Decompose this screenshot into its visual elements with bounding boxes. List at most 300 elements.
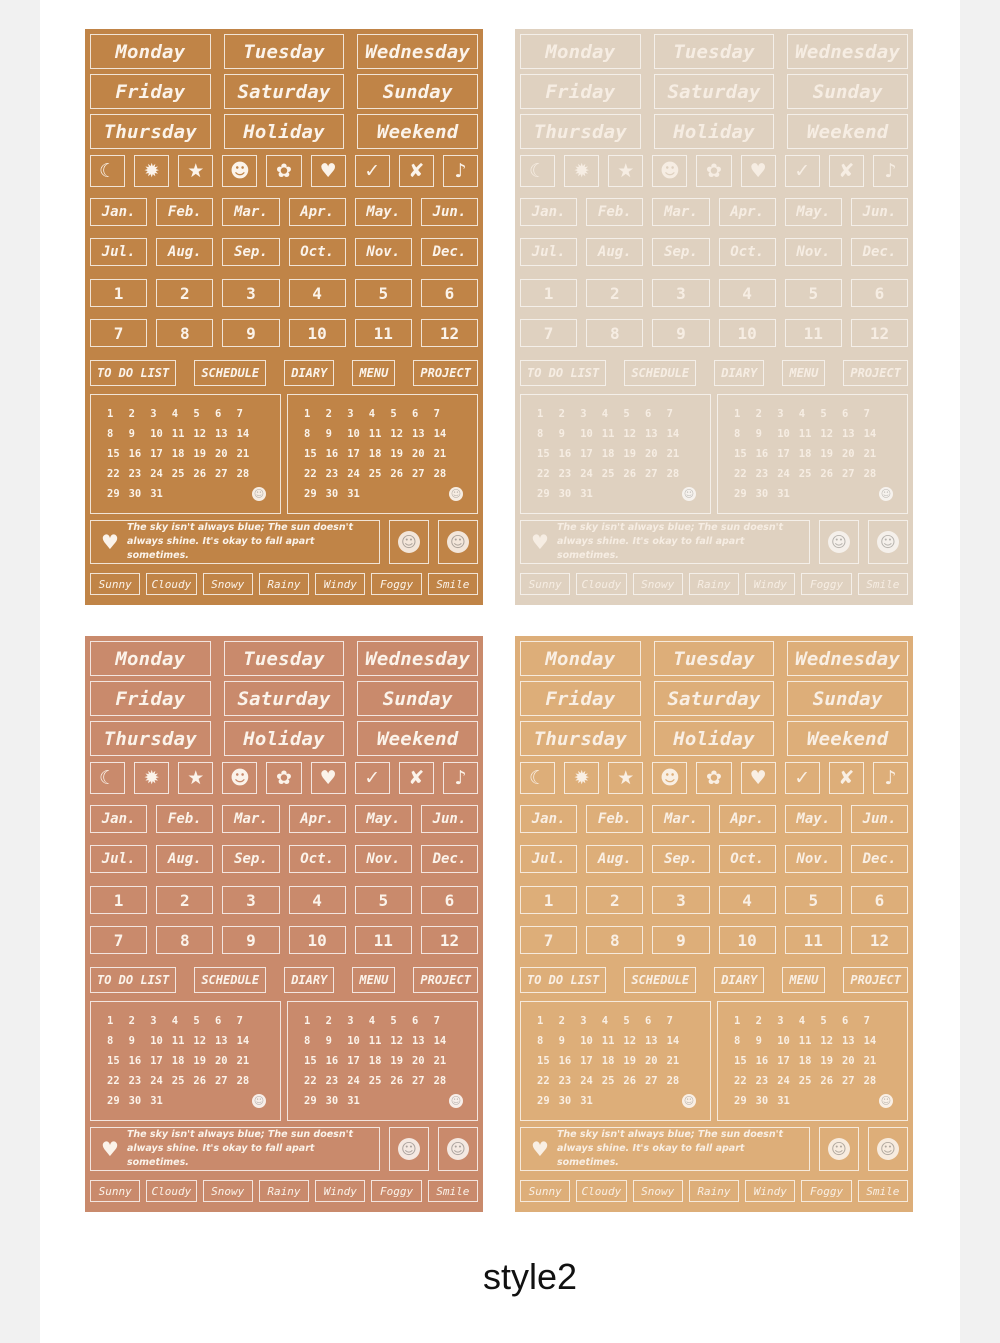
sticker-sheet-4 <box>515 636 913 1212</box>
day-sticker: Monday <box>520 641 641 676</box>
calendar-day: 4 <box>601 1015 609 1027</box>
day-sticker: Wednesday <box>787 641 908 676</box>
calendar-day: 26 <box>820 1075 834 1087</box>
label-sticker: PROJECT <box>413 967 478 993</box>
calendar-day: 3 <box>150 1015 157 1027</box>
day-sticker: Friday <box>90 74 211 109</box>
music-note-icon: ♪ <box>873 155 908 187</box>
flower-icon: ✿ <box>266 155 301 187</box>
calendar-day: 22 <box>734 468 747 480</box>
weather-sticker: Snowy <box>203 1180 253 1202</box>
number-sticker: 2 <box>156 279 213 307</box>
calendar-day: 17 <box>580 448 593 460</box>
calendar-day: 18 <box>171 1055 185 1067</box>
calendar-sticker <box>520 1001 711 1121</box>
calendar-grid <box>734 1014 885 1108</box>
calendar-day: 28 <box>863 1075 877 1087</box>
calendar-day: 30 <box>128 488 142 500</box>
weather-sticker: Cloudy <box>576 1180 626 1202</box>
calendar-day: 21 <box>863 448 877 460</box>
calendar-sticker <box>520 394 711 514</box>
calendar-day: 29 <box>107 488 120 500</box>
number-row <box>90 319 478 347</box>
calendar-day: 8 <box>304 428 311 440</box>
icon-row <box>520 762 908 794</box>
day-sticker: Wednesday <box>787 34 908 69</box>
label-sticker: DIARY <box>714 967 764 993</box>
calendar-day: 13 <box>644 428 658 440</box>
calendar-day: 2 <box>128 1015 135 1027</box>
weather-sticker: Cloudy <box>576 573 626 595</box>
calendar-day: 1 <box>537 1015 544 1027</box>
weather-row <box>90 1180 478 1202</box>
calendar-day: 27 <box>411 1075 425 1087</box>
calendar-sticker <box>90 394 281 514</box>
calendar-day: 28 <box>433 1075 447 1087</box>
month-sticker: Aug. <box>586 238 643 266</box>
calendar-day: 12 <box>390 428 404 440</box>
label-sticker: PROJECT <box>843 967 908 993</box>
weather-row <box>90 573 478 595</box>
calendar-sticker <box>717 394 908 514</box>
smiley-icon: ☺ <box>447 531 469 553</box>
calendar-grid <box>107 407 258 501</box>
calendar-day: 3 <box>580 1015 587 1027</box>
day-row <box>90 74 478 109</box>
month-sticker: Feb. <box>156 198 213 226</box>
number-sticker: 4 <box>719 279 776 307</box>
day-row <box>520 681 908 716</box>
day-sticker: Sunday <box>357 74 478 109</box>
calendar-day: 6 <box>411 1015 419 1027</box>
flower-icon: ✿ <box>696 155 731 187</box>
calendar-day: 31 <box>347 1095 360 1107</box>
calendar-day: 11 <box>798 1035 812 1047</box>
number-sticker: 2 <box>156 886 213 914</box>
calendar-day: 4 <box>798 1015 806 1027</box>
calendar-day: 20 <box>411 1055 425 1067</box>
calendar-day: 17 <box>580 1055 593 1067</box>
smiley-icon: ☺ <box>828 531 850 553</box>
moon-icon: ☾ <box>90 155 125 187</box>
calendar-day: 14 <box>433 1035 447 1047</box>
calendar-day: 13 <box>644 1035 658 1047</box>
calendar-day: 28 <box>666 468 680 480</box>
calendar-day: 22 <box>734 1075 747 1087</box>
day-sticker: Friday <box>520 681 641 716</box>
smile-sticker <box>868 1127 908 1171</box>
calendar-day: 18 <box>368 448 382 460</box>
calendar-day: 25 <box>368 468 382 480</box>
sun-icon: ✹ <box>564 762 599 794</box>
calendar-day: 31 <box>150 1095 163 1107</box>
calendar-row <box>520 394 908 514</box>
number-sticker: 6 <box>851 279 908 307</box>
day-sticker: Saturday <box>224 681 345 716</box>
calendar-day: 3 <box>347 408 354 420</box>
weather-sticker: Rainy <box>689 573 739 595</box>
month-sticker: Jul. <box>90 238 147 266</box>
calendar-grid <box>734 407 885 501</box>
day-row <box>90 721 478 756</box>
number-sticker: 5 <box>355 886 412 914</box>
calendar-day: 15 <box>537 1055 550 1067</box>
weather-sticker: Snowy <box>633 573 683 595</box>
day-sticker: Weekend <box>787 721 908 756</box>
calendar-day: 19 <box>390 1055 404 1067</box>
smile-sticker <box>389 1127 429 1171</box>
calendar-day: 30 <box>128 1095 142 1107</box>
cross-icon: ✘ <box>829 762 864 794</box>
weather-sticker: Windy <box>315 1180 365 1202</box>
smiley-icon: ☺ <box>880 488 892 500</box>
heart-icon: ♥ <box>531 1137 549 1161</box>
weather-sticker: Windy <box>745 1180 795 1202</box>
number-sticker: 6 <box>851 886 908 914</box>
calendar-day: 25 <box>171 468 185 480</box>
number-sticker: 12 <box>421 319 478 347</box>
calendar-day: 6 <box>841 408 849 420</box>
number-sticker: 7 <box>90 926 147 954</box>
calendar-day: 5 <box>820 1015 827 1027</box>
calendar-day: 25 <box>368 1075 382 1087</box>
label-sticker: DIARY <box>714 360 764 386</box>
calendar-day: 14 <box>236 428 250 440</box>
weather-sticker: Windy <box>745 573 795 595</box>
calendar-day: 19 <box>623 448 637 460</box>
month-sticker: Jun. <box>421 198 478 226</box>
weather-sticker: Snowy <box>203 573 253 595</box>
smiley-icon: ☺ <box>877 531 899 553</box>
label-sticker: MENU <box>352 967 395 993</box>
day-row <box>520 721 908 756</box>
smile-sticker <box>438 520 478 564</box>
month-sticker: Feb. <box>586 805 643 833</box>
number-sticker: 7 <box>90 319 147 347</box>
calendar-day: 6 <box>214 1015 222 1027</box>
calendar-day: 21 <box>666 448 680 460</box>
smiley-icon: ☺ <box>880 1095 892 1107</box>
quote-text: The sky isn't always blue; The sun doesn't always shine. It's okay to fall apart sometimes. <box>126 1129 354 1168</box>
calendar-day: 3 <box>580 408 587 420</box>
month-sticker: Feb. <box>156 805 213 833</box>
day-sticker: Holiday <box>654 721 775 756</box>
weather-sticker: Smile <box>858 573 908 595</box>
label-row <box>90 967 478 993</box>
calendar-day: 18 <box>171 448 185 460</box>
calendar-day: 27 <box>841 1075 855 1087</box>
calendar-day: 26 <box>623 1075 637 1087</box>
day-sticker: Monday <box>90 641 211 676</box>
month-sticker: Nov. <box>785 238 842 266</box>
number-sticker: 3 <box>652 886 709 914</box>
month-sticker: Aug. <box>586 845 643 873</box>
number-sticker: 7 <box>520 926 577 954</box>
calendar-day: 29 <box>304 1095 317 1107</box>
calendar-day: 28 <box>863 468 877 480</box>
smiley-icon: ☻ <box>222 762 257 794</box>
calendar-day: 6 <box>644 408 652 420</box>
calendar-day: 12 <box>623 428 637 440</box>
number-sticker: 8 <box>586 319 643 347</box>
calendar-grid <box>107 1014 258 1108</box>
flower-icon: ✿ <box>696 762 731 794</box>
calendar-day: 20 <box>214 1055 228 1067</box>
smiley-icon: ☺ <box>398 531 420 553</box>
month-row <box>520 805 908 833</box>
sun-icon: ✹ <box>134 155 169 187</box>
number-sticker: 3 <box>222 886 279 914</box>
calendar-day: 3 <box>777 1015 784 1027</box>
calendar-day: 16 <box>128 448 142 460</box>
weather-sticker: Foggy <box>371 573 421 595</box>
calendar-day: 8 <box>107 428 114 440</box>
number-sticker: 4 <box>289 279 346 307</box>
calendar-day: 26 <box>390 468 404 480</box>
month-sticker: Oct. <box>289 238 346 266</box>
calendar-day: 24 <box>777 468 790 480</box>
calendar-day: 22 <box>107 1075 120 1087</box>
calendar-day: 16 <box>558 1055 572 1067</box>
check-icon: ✓ <box>355 762 390 794</box>
heart-icon: ♥ <box>741 155 776 187</box>
weather-sticker: Smile <box>858 1180 908 1202</box>
month-sticker: Dec. <box>421 238 478 266</box>
calendar-day: 5 <box>193 1015 200 1027</box>
number-sticker: 1 <box>90 279 147 307</box>
smiley-icon: ☺ <box>398 1138 420 1160</box>
calendar-day: 29 <box>734 1095 747 1107</box>
star-icon: ★ <box>608 762 643 794</box>
smiley-icon: ☺ <box>828 1138 850 1160</box>
quote-row <box>520 1127 908 1171</box>
smiley-icon: ☺ <box>253 1095 265 1107</box>
calendar-day: 1 <box>734 1015 741 1027</box>
number-sticker: 10 <box>719 926 776 954</box>
day-row <box>90 114 478 149</box>
label-sticker: MENU <box>352 360 395 386</box>
month-sticker: Sep. <box>652 845 709 873</box>
smile-sticker <box>819 1127 859 1171</box>
label-row <box>90 360 478 386</box>
calendar-day: 31 <box>777 488 790 500</box>
calendar-day: 15 <box>734 448 747 460</box>
quote-row <box>520 520 908 564</box>
calendar-day: 21 <box>236 448 250 460</box>
calendar-day: 21 <box>863 1055 877 1067</box>
calendar-day: 26 <box>193 1075 207 1087</box>
calendar-day: 31 <box>580 1095 593 1107</box>
weather-sticker: Foggy <box>371 1180 421 1202</box>
calendar-day: 2 <box>755 1015 762 1027</box>
weather-sticker: Snowy <box>633 1180 683 1202</box>
day-sticker: Tuesday <box>654 641 775 676</box>
number-sticker: 8 <box>156 926 213 954</box>
weather-sticker: Smile <box>428 1180 478 1202</box>
calendar-row <box>90 1001 478 1121</box>
label-sticker: MENU <box>782 967 825 993</box>
number-sticker: 9 <box>222 926 279 954</box>
calendar-day: 26 <box>390 1075 404 1087</box>
calendar-day: 20 <box>644 1055 658 1067</box>
calendar-day: 14 <box>863 428 877 440</box>
calendar-day: 9 <box>128 1035 135 1047</box>
check-icon: ✓ <box>785 155 820 187</box>
number-row <box>520 319 908 347</box>
calendar-row <box>90 394 478 514</box>
calendar-day: 24 <box>150 468 163 480</box>
month-sticker: May. <box>355 805 412 833</box>
calendar-day: 21 <box>433 1055 447 1067</box>
calendar-day: 19 <box>193 448 207 460</box>
month-sticker: Sep. <box>222 845 279 873</box>
calendar-day: 1 <box>107 408 114 420</box>
icon-row <box>90 155 478 187</box>
calendar-day: 22 <box>304 1075 317 1087</box>
calendar-day: 13 <box>841 1035 855 1047</box>
month-sticker: Mar. <box>652 198 709 226</box>
calendar-day: 16 <box>325 1055 339 1067</box>
calendar-day: 5 <box>390 408 397 420</box>
calendar-day: 1 <box>734 408 741 420</box>
quote-text: The sky isn't always blue; The sun doesn't always shine. It's okay to fall apart sometimes. <box>126 522 354 561</box>
month-sticker: Jan. <box>520 805 577 833</box>
day-sticker: Saturday <box>654 681 775 716</box>
month-row <box>90 845 478 873</box>
quote-text: The sky isn't always blue; The sun doesn't always shine. It's okay to fall apart sometimes. <box>556 522 784 561</box>
label-row <box>520 967 908 993</box>
weather-sticker: Foggy <box>801 573 851 595</box>
calendar-day: 23 <box>755 468 769 480</box>
smiley-icon: ☺ <box>253 488 265 500</box>
calendar-day: 3 <box>347 1015 354 1027</box>
day-row <box>90 641 478 676</box>
calendar-day: 5 <box>623 408 630 420</box>
calendar-day: 17 <box>777 448 790 460</box>
calendar-day: 1 <box>107 1015 114 1027</box>
smile-sticker <box>819 520 859 564</box>
calendar-day: 30 <box>558 1095 572 1107</box>
weather-row <box>520 573 908 595</box>
calendar-day: 28 <box>236 468 250 480</box>
calendar-day: 25 <box>171 1075 185 1087</box>
calendar-day: 22 <box>304 468 317 480</box>
label-sticker: TO DO LIST <box>520 360 606 386</box>
calendar-day: 4 <box>368 408 376 420</box>
weather-sticker: Sunny <box>90 573 140 595</box>
calendar-day: 1 <box>537 408 544 420</box>
calendar-day: 8 <box>734 1035 741 1047</box>
calendar-day: 23 <box>128 468 142 480</box>
calendar-day: 23 <box>325 468 339 480</box>
calendar-day: 10 <box>580 428 593 440</box>
day-sticker: Sunday <box>357 681 478 716</box>
smiley-icon: ☺ <box>877 1138 899 1160</box>
calendar-day: 31 <box>347 488 360 500</box>
month-row <box>520 198 908 226</box>
number-row <box>90 926 478 954</box>
calendar-day: 24 <box>150 1075 163 1087</box>
calendar-day: 9 <box>755 1035 762 1047</box>
calendar-day: 11 <box>368 1035 382 1047</box>
day-sticker: Wednesday <box>357 34 478 69</box>
number-sticker: 4 <box>719 886 776 914</box>
quote-sticker <box>90 1127 380 1171</box>
calendar-day: 15 <box>107 1055 120 1067</box>
calendar-day: 26 <box>193 468 207 480</box>
calendar-day: 31 <box>580 488 593 500</box>
calendar-day: 10 <box>777 1035 790 1047</box>
month-sticker: Apr. <box>719 805 776 833</box>
calendar-day: 16 <box>325 448 339 460</box>
calendar-day: 15 <box>304 448 317 460</box>
calendar-day: 21 <box>666 1055 680 1067</box>
day-row <box>90 34 478 69</box>
day-sticker: Thursday <box>90 721 211 756</box>
calendar-day: 24 <box>347 468 360 480</box>
calendar-day: 2 <box>128 408 135 420</box>
weather-sticker: Smile <box>428 573 478 595</box>
quote-sticker <box>520 1127 810 1171</box>
number-sticker: 10 <box>289 319 346 347</box>
calendar-day: 11 <box>368 428 382 440</box>
cross-icon: ✘ <box>399 762 434 794</box>
calendar-day: 28 <box>433 468 447 480</box>
calendar-row <box>520 1001 908 1121</box>
month-sticker: Feb. <box>586 198 643 226</box>
calendar-day: 11 <box>601 428 615 440</box>
weather-sticker: Foggy <box>801 1180 851 1202</box>
number-sticker: 7 <box>520 319 577 347</box>
month-sticker: Mar. <box>222 805 279 833</box>
number-sticker: 11 <box>355 319 412 347</box>
day-row <box>520 641 908 676</box>
calendar-day: 13 <box>411 428 425 440</box>
month-sticker: Nov. <box>355 845 412 873</box>
calendar-day: 30 <box>325 1095 339 1107</box>
calendar-day: 20 <box>411 448 425 460</box>
calendar-day: 10 <box>347 428 360 440</box>
calendar-day: 8 <box>304 1035 311 1047</box>
number-sticker: 8 <box>586 926 643 954</box>
month-sticker: Nov. <box>355 238 412 266</box>
calendar-day: 25 <box>798 468 812 480</box>
number-sticker: 6 <box>421 279 478 307</box>
calendar-day: 12 <box>623 1035 637 1047</box>
label-sticker: SCHEDULE <box>194 967 266 993</box>
calendar-day: 13 <box>214 428 228 440</box>
day-row <box>520 114 908 149</box>
calendar-day: 2 <box>558 408 565 420</box>
calendar-day: 26 <box>623 468 637 480</box>
day-sticker: Monday <box>520 34 641 69</box>
number-sticker: 9 <box>652 319 709 347</box>
number-sticker: 10 <box>719 319 776 347</box>
number-sticker: 9 <box>222 319 279 347</box>
calendar-day: 24 <box>580 468 593 480</box>
calendar-day: 9 <box>558 1035 565 1047</box>
calendar-day: 29 <box>107 1095 120 1107</box>
weather-sticker: Sunny <box>90 1180 140 1202</box>
calendar-day: 19 <box>623 1055 637 1067</box>
calendar-grid <box>304 407 455 501</box>
month-row <box>90 198 478 226</box>
number-sticker: 8 <box>156 319 213 347</box>
calendar-day: 23 <box>755 1075 769 1087</box>
style-caption: style2 <box>482 1256 578 1297</box>
calendar-day: 27 <box>214 1075 228 1087</box>
calendar-day: 17 <box>347 1055 360 1067</box>
